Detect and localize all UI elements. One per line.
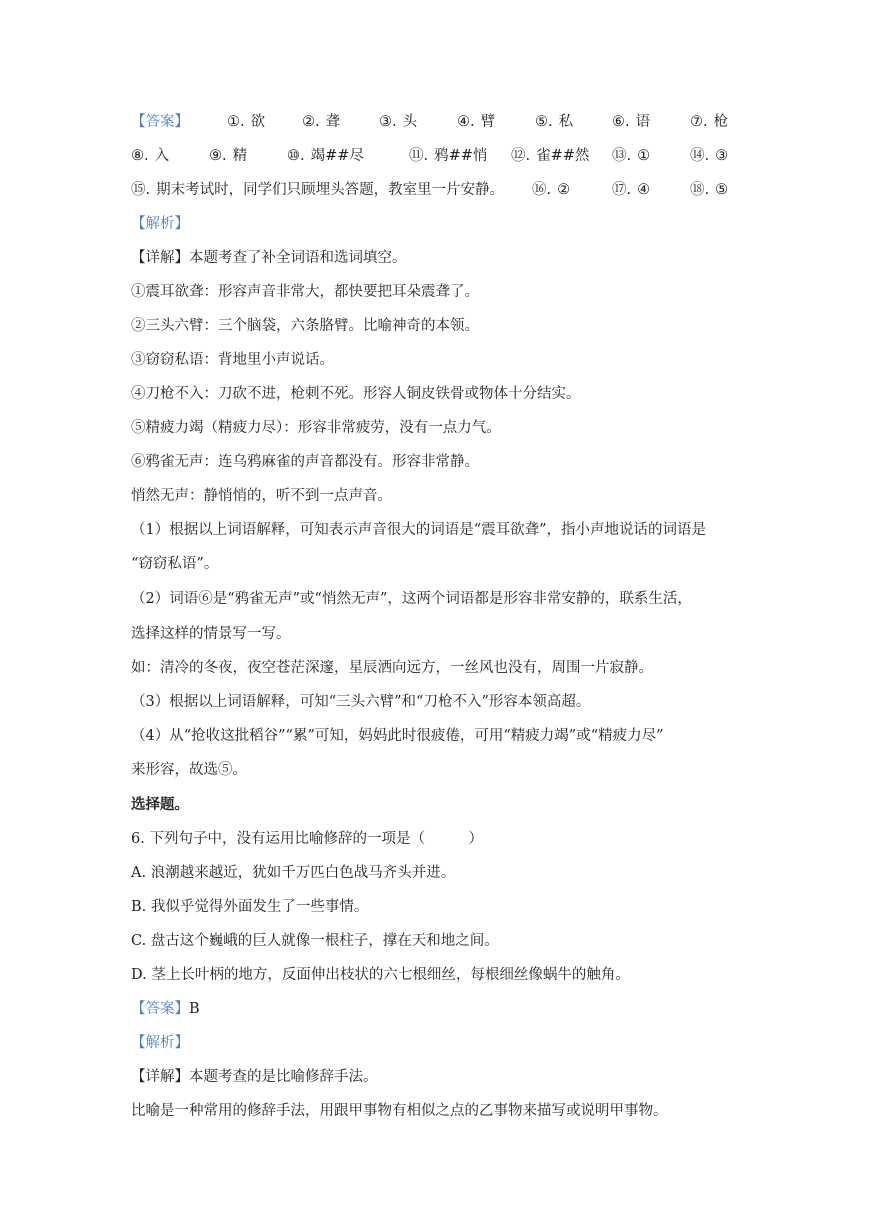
answer-item bbox=[209, 146, 247, 166]
answer-num: ⑱. bbox=[690, 182, 710, 198]
answer-num: ⑧. bbox=[131, 148, 149, 164]
answer-text: 语 bbox=[635, 114, 651, 130]
answer-text: 入 bbox=[154, 148, 170, 164]
explanation-line: ⑤精疲力竭（精疲力尽）：形容非常疲劳，没有一点力气。 bbox=[131, 420, 501, 436]
answer-text: 精 bbox=[232, 148, 248, 164]
answer-text: ② bbox=[557, 182, 571, 198]
answer-num: ⑤. bbox=[535, 114, 553, 130]
answer-text: 欲 bbox=[250, 114, 266, 130]
definition-text: 比喻是一种常用的修辞手法，用跟甲事物有相似之点的乙事物来描写或说明甲事物。 bbox=[131, 1103, 668, 1119]
answer-example: 如：清冷的冬夜，夜空苍茫深邃，星辰洒向远方，一丝风也没有，周围一片寂静。 bbox=[131, 660, 653, 676]
answer-text: 期末考试时，同学们只顾埋头答题，教室里一片安静。 bbox=[156, 182, 505, 198]
answer-item bbox=[612, 180, 650, 200]
section-title: 选择题。 bbox=[131, 797, 189, 813]
answer-explanation-2-cont: 选择这样的情景写一写。 bbox=[131, 626, 291, 642]
answer-num: ③. bbox=[379, 114, 397, 130]
answer-explanation-1-cont: “窃窃私语”。 bbox=[131, 556, 219, 572]
answer-text: ⑤ bbox=[715, 182, 729, 198]
answer-item bbox=[532, 180, 570, 200]
question-option-b: B. 我似乎觉得外面发生了一些事情。 bbox=[131, 899, 369, 915]
explanation-line: ②三头六臂：三个脑袋，六条胳臂。比喻神奇的本领。 bbox=[131, 318, 479, 334]
answer-num: ⑰. bbox=[612, 182, 632, 198]
answer-item bbox=[690, 146, 728, 166]
answer-line bbox=[131, 999, 200, 1019]
answer-num: ⑪. bbox=[409, 148, 429, 164]
answer-text: 枪 bbox=[713, 114, 729, 130]
answer-num: ⑥. bbox=[612, 114, 630, 130]
answer-explanation-1: （1）根据以上词语解释，可知表示声音很大的词语是“震耳欲聋”，指小声地说话的词语是 bbox=[131, 522, 707, 538]
question-option-c: C. 盘古这个巍峨的巨人就像一根柱子，撑在天和地之间。 bbox=[131, 933, 499, 949]
answer-row-1 bbox=[131, 112, 740, 132]
answer-num: ⑯. bbox=[532, 182, 552, 198]
answer-num: ⑮. bbox=[131, 182, 151, 198]
answer-item bbox=[131, 180, 504, 200]
answer-text: 臂 bbox=[480, 114, 496, 130]
answer-explanation-4: （4）从“抢收这批稻谷”“累”可知，妈妈此时很疲倦，可用“精疲力竭”或“精疲力尽” bbox=[131, 728, 664, 744]
answer-item bbox=[287, 146, 364, 166]
answer-text: ③ bbox=[715, 148, 729, 164]
answer-explanation-4-cont: 来形容，故选⑤。 bbox=[131, 762, 247, 778]
question-option-d: D. 茎上长叶柄的地方，反面伸出枝状的六七根细丝，每根细丝像蜗牛的触角。 bbox=[131, 967, 630, 983]
answer-item bbox=[227, 112, 265, 132]
answer-num: ⑦. bbox=[690, 114, 708, 130]
answer-item bbox=[302, 112, 340, 132]
answer-text: ④ bbox=[637, 182, 651, 198]
answer-text: 雀##然 bbox=[536, 148, 590, 164]
answer-item bbox=[131, 146, 169, 166]
answer-num: ⑭. bbox=[690, 148, 710, 164]
answer-item bbox=[612, 146, 650, 166]
explanation-line: ④刀枪不入：刀砍不进，枪刺不死。形容人铜皮铁骨或物体十分结实。 bbox=[131, 386, 581, 402]
question-stem: 6. 下列句子中，没有运用比喻修辞的一项是（ ） bbox=[131, 831, 483, 847]
explanation-line: 悄然无声：静悄悄的，听不到一点声音。 bbox=[131, 488, 392, 504]
answer-item bbox=[457, 112, 495, 132]
answer-row-2 bbox=[131, 146, 740, 166]
analysis-tag: 【解析】 bbox=[131, 1035, 189, 1051]
answer-num: ①. bbox=[227, 114, 245, 130]
answer-num: ④. bbox=[457, 114, 475, 130]
answer-text: 聋 bbox=[325, 114, 341, 130]
answer-value: B bbox=[189, 1001, 200, 1017]
answer-text: 私 bbox=[558, 114, 574, 130]
explanation-line: ①震耳欲聋：形容声音非常大，都快要把耳朵震聋了。 bbox=[131, 284, 479, 300]
answer-num: ⑬. bbox=[612, 148, 632, 164]
answer-text: ① bbox=[637, 148, 651, 164]
explanation-line: ⑥鸦雀无声：连乌鸦麻雀的声音都没有。形容非常静。 bbox=[131, 454, 479, 470]
answer-item bbox=[690, 112, 728, 132]
answer-num: ⑨. bbox=[209, 148, 227, 164]
explanation-line: ③窃窃私语：背地里小声说话。 bbox=[131, 352, 334, 368]
answer-text: 鸦##悄 bbox=[434, 148, 488, 164]
answer-item bbox=[409, 146, 487, 166]
answer-item bbox=[612, 112, 650, 132]
answer-num: ②. bbox=[302, 114, 320, 130]
answer-text: 头 bbox=[402, 114, 418, 130]
answer-text: 竭##尽 bbox=[310, 148, 364, 164]
answer-item bbox=[511, 146, 589, 166]
answer-num: ⑩. bbox=[287, 148, 305, 164]
analysis-tag: 【解析】 bbox=[131, 216, 189, 232]
answer-explanation-3: （3）根据以上词语解释，可知“三头六臂”和“刀枪不入”形容本领高超。 bbox=[131, 694, 591, 710]
answer-num: ⑫. bbox=[511, 148, 531, 164]
answer-tag: 【答案】 bbox=[131, 114, 189, 130]
answer-tag: 【答案】 bbox=[131, 1001, 189, 1017]
answer-explanation-2: （2）词语⑥是“鸦雀无声”或“悄然无声”，这两个词语都是形容非常安静的，联系生活， bbox=[131, 591, 692, 607]
answer-item bbox=[379, 112, 417, 132]
question-option-a: A. 浪潮越来越近，犹如千万匹白色战马齐头并进。 bbox=[131, 865, 456, 881]
answer-row-3 bbox=[131, 180, 740, 200]
detail-heading: 【详解】本题考查的是比喻修辞手法。 bbox=[131, 1069, 378, 1085]
answer-item bbox=[690, 180, 728, 200]
answer-item bbox=[535, 112, 573, 132]
detail-heading: 【详解】本题考查了补全词语和选词填空。 bbox=[131, 250, 407, 266]
